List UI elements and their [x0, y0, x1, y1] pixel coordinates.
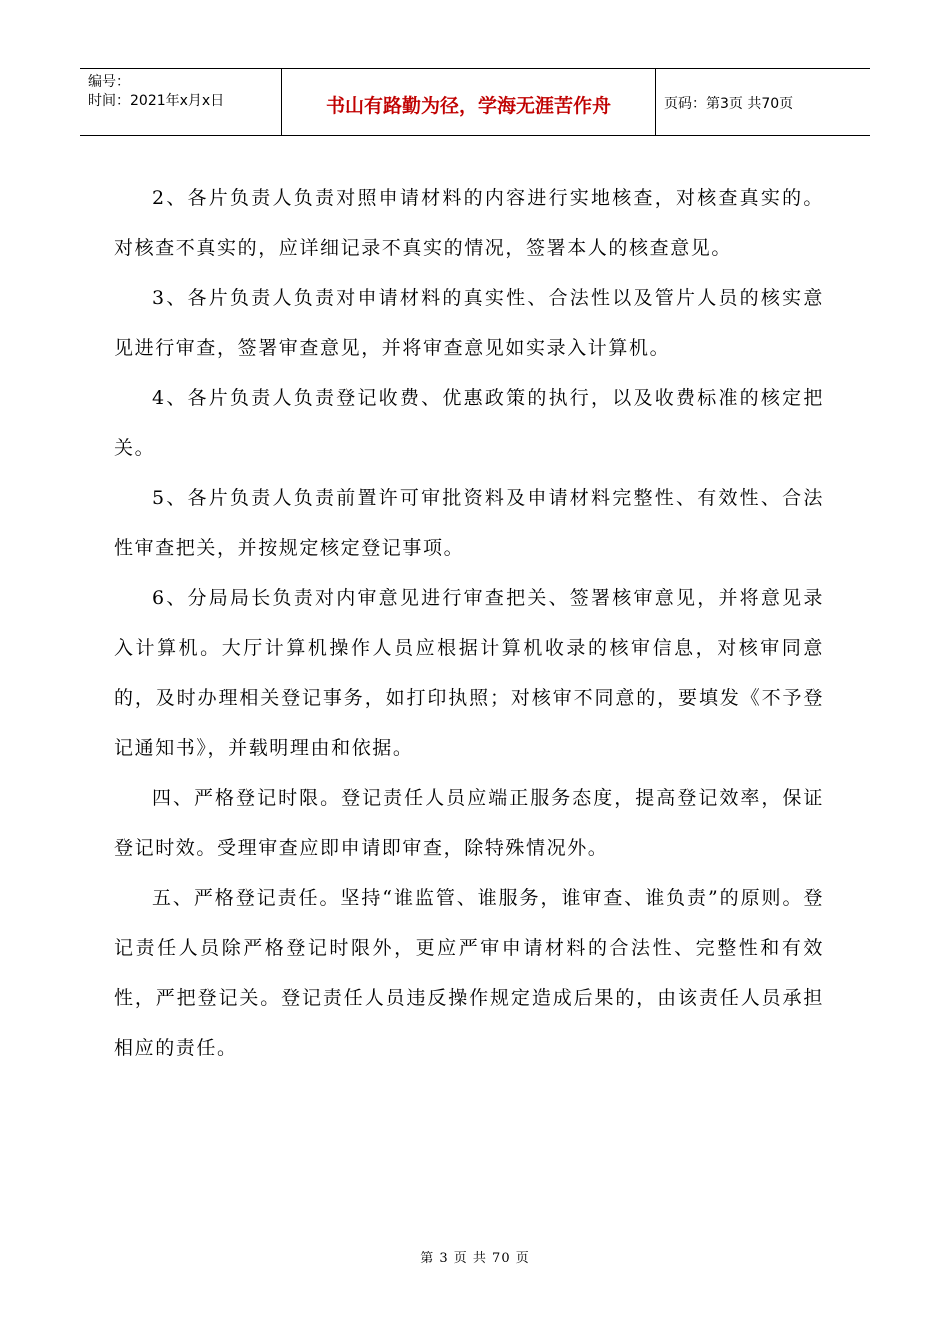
- paragraph: 四、严格登记时限。登记责任人员应端正服务态度，提高登记效率，保证登记时效。受理审查应即申请即审查，除特殊情况外。: [114, 787, 824, 859]
- paragraph: 4、各片负责人负责登记收费、优惠政策的执行，以及收费标准的核定把关。: [114, 387, 824, 459]
- paragraph: 五、严格登记责任。坚持“谁监管、谁服务，谁审查、谁负责”的原则。登记责任人员除严格登记时限外，更应严审申请材料的合法性、完整性和有效性，严把登记关。登记责任人员违反操作规定造成后果的，由该责任人员承担相应的责任。: [114, 887, 824, 1059]
- paragraph: 5、各片负责人负责前置许可审批资料及申请材料完整性、有效性、合法性审查把关，并按规定核定登记事项。: [114, 487, 824, 559]
- paragraph: 2、各片负责人负责对照申请材料的内容进行实地核查，对核查真实的。对核查不真实的，应详细记录不真实的情况，签署本人的核查意见。: [114, 187, 824, 259]
- document-body: [114, 173, 824, 1073]
- paragraph: 6、分局局长负责对内审意见进行审查把关、签署核审意见，并将意见录入计算机。大厅计算机操作人员应根据计算机收录的核审信息，对核审同意的，及时办理相关登记事务，如打印执照；对核审不同意的，要填发《不予登记通知书》，并载明理由和依据。: [114, 587, 824, 759]
- header-meta: [80, 69, 282, 135]
- page-footer: 第 3 页 共 70 页: [420, 1251, 530, 1266]
- header-motto: 书山有路勤为径，学海无涯苦作舟: [282, 69, 656, 135]
- header-page-number: 页码：第3页 共70页: [664, 96, 794, 112]
- document-number-label: 编号：: [88, 74, 130, 90]
- paragraph: 3、各片负责人负责对申请材料的真实性、合法性以及管片人员的核实意见进行审查，签署审查意见，并将审查意见如实录入计算机。: [114, 287, 824, 359]
- document-date: 时间：2021年x月x日: [88, 93, 225, 109]
- document-header: [80, 68, 870, 136]
